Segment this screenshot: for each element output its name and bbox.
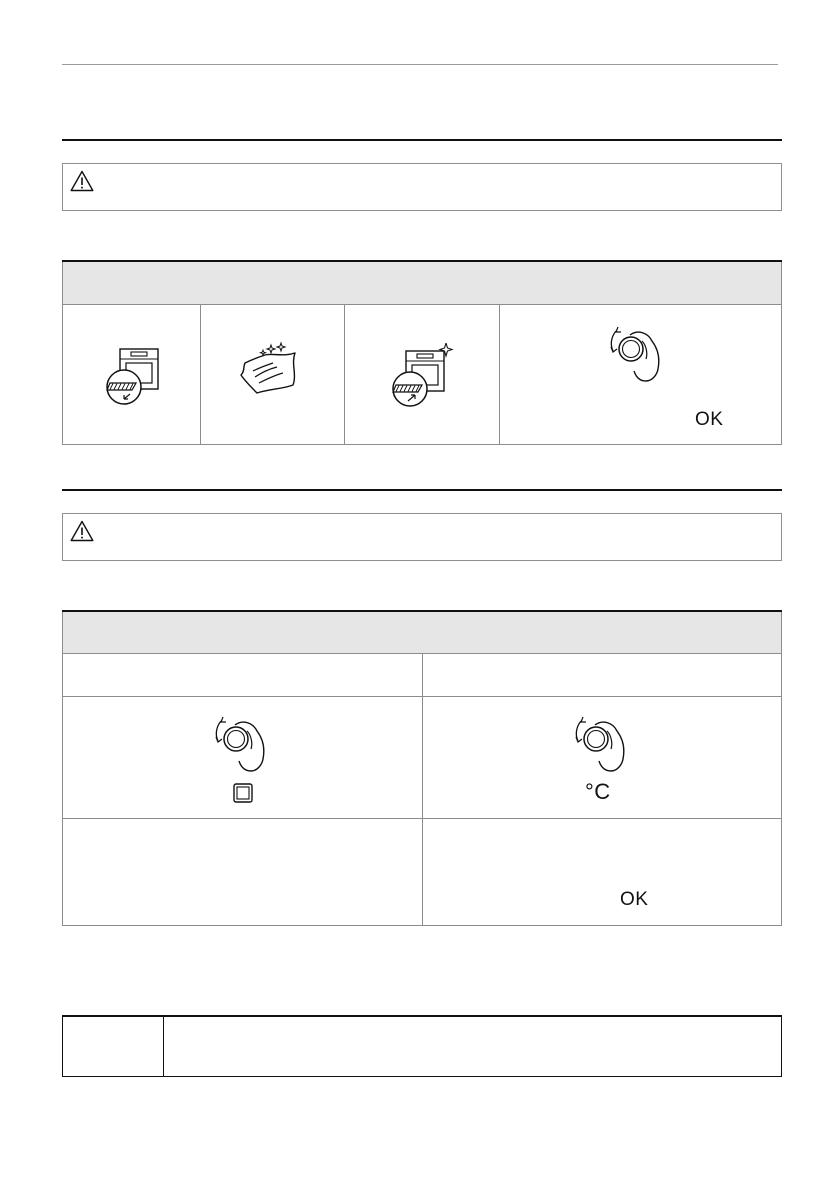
steps-table-2 [62, 610, 782, 926]
note-text-cell [164, 1016, 782, 1077]
ok-label: OK [620, 889, 649, 910]
ok-label: OK [695, 409, 724, 430]
step-remove-accessories [63, 305, 201, 445]
steps-table-1 [62, 260, 782, 445]
rotate-knob-hand-icon [573, 709, 631, 773]
step-clean-cloth [201, 305, 345, 445]
step-3-right [423, 819, 782, 926]
oven-tray-insert-icon [390, 343, 454, 407]
warning-box-2 [62, 513, 782, 561]
step-insert-accessories [345, 305, 500, 445]
oven-function-square-icon [233, 783, 253, 803]
note-table [62, 1015, 782, 1077]
step-turn-knob-ok [500, 305, 782, 445]
warning-box-1 [62, 163, 782, 211]
oven-tray-remove-icon [104, 345, 160, 407]
section-1-rule [62, 139, 782, 141]
step-set-temperature [423, 697, 782, 819]
steps-table-2-subheader-left [63, 654, 423, 697]
step-select-function [63, 697, 423, 819]
rotate-knob-hand-icon [213, 709, 271, 773]
celsius-icon: °C [585, 779, 611, 804]
steps-table-2-header [63, 611, 782, 654]
cleaning-cloth-icon [239, 341, 305, 399]
step-3-left [63, 819, 423, 926]
steps-table-2-subheader-right [423, 654, 782, 697]
note-label-cell [63, 1016, 164, 1077]
rotate-knob-hand-icon [608, 319, 666, 383]
warning-triangle-icon [70, 170, 94, 192]
warning-triangle-icon [70, 520, 94, 542]
section-2-rule [62, 489, 782, 491]
page-header-rule [62, 64, 778, 65]
steps-table-1-header [63, 261, 782, 305]
